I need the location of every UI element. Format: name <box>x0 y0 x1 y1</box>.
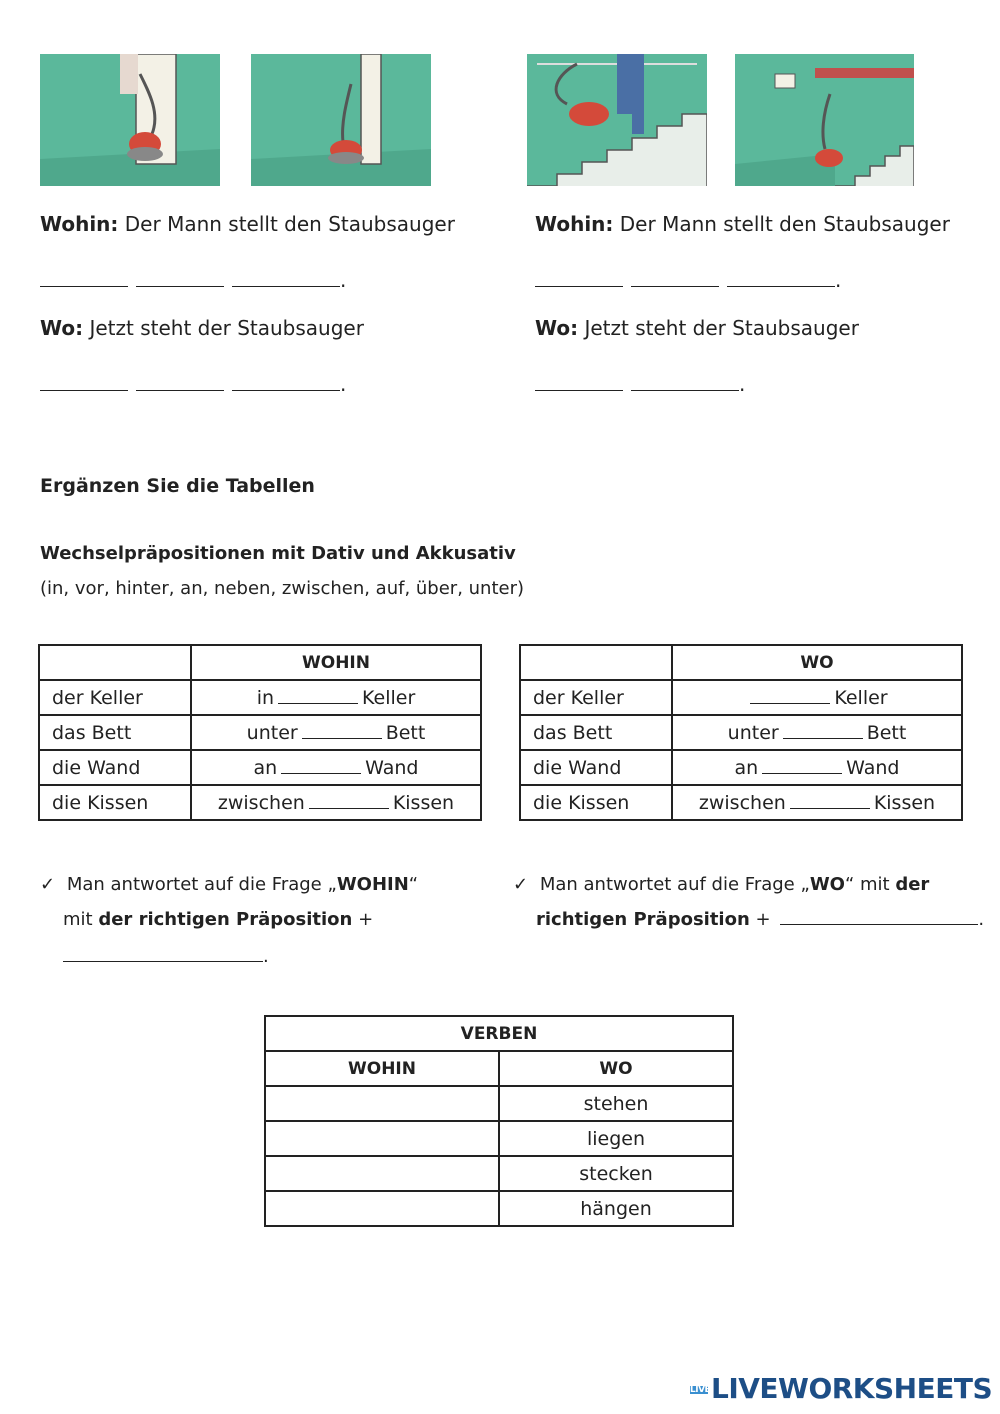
wo-label: Wo: <box>40 316 84 340</box>
table-row <box>265 1156 733 1191</box>
noun-cell: das Bett <box>39 715 191 750</box>
noun-cell: das Bett <box>520 715 672 750</box>
note-text: Man antwortet auf die Frage „ <box>539 874 810 895</box>
wohin-text: Der Mann stellt den Staubsauger <box>124 212 455 236</box>
period: . <box>835 268 842 292</box>
table-row <box>520 680 962 715</box>
note-text: + <box>749 909 771 930</box>
period: . <box>739 372 746 396</box>
note-text: + <box>352 909 374 930</box>
wo-header: WO <box>672 645 962 680</box>
empty-header-cell <box>39 645 191 680</box>
wo-text: Jetzt steht der Staubsauger <box>584 316 859 340</box>
table-row <box>520 715 962 750</box>
right-wohin-blanks[interactable] <box>535 268 841 292</box>
left-wohin-blanks[interactable] <box>40 268 346 292</box>
verb-title: VERBEN <box>265 1016 733 1051</box>
right-wohin-question <box>535 212 950 236</box>
answer-cell[interactable] <box>672 750 962 785</box>
right-wo-question <box>535 316 859 340</box>
table-row <box>520 785 962 820</box>
note-text: “ mit <box>844 874 896 895</box>
article-blank[interactable] <box>790 793 870 809</box>
note-text: “ <box>408 874 419 895</box>
table-header-row <box>520 645 962 680</box>
noun: Keller <box>362 686 416 709</box>
verb-cell: liegen <box>499 1121 733 1156</box>
preposition: an <box>734 756 759 779</box>
door-scene-1 <box>40 54 220 186</box>
article-blank[interactable] <box>762 758 842 774</box>
noun-cell: die Wand <box>39 750 191 785</box>
preposition: zwischen <box>698 791 786 814</box>
preposition: unter <box>727 721 779 744</box>
noun: Bett <box>385 721 426 744</box>
check-icon: ✓ <box>513 874 529 895</box>
note-bold: der <box>895 874 930 895</box>
wo-text: Jetzt steht der Staubsauger <box>89 316 364 340</box>
noun: Bett <box>866 721 907 744</box>
liveworksheets-logo <box>690 1372 992 1405</box>
wohin-label: Wohin: <box>40 212 119 236</box>
preposition-list: (in, vor, hinter, an, neben, zwischen, auf, über, unter) <box>40 578 525 599</box>
verb-cell: stecken <box>499 1156 733 1191</box>
table-row <box>265 1086 733 1121</box>
note-bold: WO <box>809 874 845 895</box>
empty-header-cell <box>520 645 672 680</box>
wohin-text: Der Mann stellt den Staubsauger <box>619 212 950 236</box>
period: . <box>978 909 985 930</box>
verb-table <box>264 1015 734 1227</box>
noun: Kissen <box>873 791 936 814</box>
table-row <box>39 715 481 750</box>
noun-cell: der Keller <box>520 680 672 715</box>
note-text: Man antwortet auf die Frage „ <box>66 874 337 895</box>
answer-cell[interactable] <box>672 785 962 820</box>
article-blank[interactable] <box>309 793 389 809</box>
left-note-line2 <box>63 907 373 933</box>
wohin-header: WOHIN <box>191 645 481 680</box>
door-scene-2 <box>251 54 431 186</box>
verb-cell: hängen <box>499 1191 733 1226</box>
wohin-label: Wohin: <box>535 212 614 236</box>
left-note-blank[interactable] <box>63 944 269 970</box>
answer-cell[interactable] <box>191 715 481 750</box>
man-vacuum-door-image <box>40 54 220 186</box>
basement-scene <box>735 54 914 186</box>
noun-cell: der Keller <box>39 680 191 715</box>
man-vacuum-stairs-image <box>527 54 707 186</box>
table-row <box>520 750 962 785</box>
brand-text: LIVEWORKSHEETS <box>711 1372 993 1405</box>
vacuum-basement-image <box>735 54 914 186</box>
verb-wo-header: WO <box>499 1051 733 1086</box>
table-row <box>39 750 481 785</box>
answer-cell[interactable] <box>191 750 481 785</box>
left-wo-question <box>40 316 364 340</box>
preposition: unter <box>246 721 298 744</box>
table-row <box>39 785 481 820</box>
period: . <box>340 372 347 396</box>
noun-cell: die Kissen <box>520 785 672 820</box>
wo-table <box>519 644 963 821</box>
note-text: mit <box>63 909 99 930</box>
answer-cell[interactable] <box>672 680 962 715</box>
noun: Keller <box>834 686 888 709</box>
noun: Kissen <box>392 791 455 814</box>
verb-wohin-header: WOHIN <box>265 1051 499 1086</box>
article-blank[interactable] <box>750 688 830 704</box>
verb-answer-cell[interactable] <box>265 1156 499 1191</box>
left-note <box>40 872 418 898</box>
article-blank[interactable] <box>783 723 863 739</box>
preposition: zwischen <box>217 791 305 814</box>
wohin-table <box>38 644 482 821</box>
note-bold: richtigen Präposition <box>536 909 750 930</box>
noun-cell: die Kissen <box>39 785 191 820</box>
preposition: an <box>253 756 278 779</box>
stairs-scene-1 <box>527 54 707 186</box>
verb-cell: stehen <box>499 1086 733 1121</box>
left-wohin-question <box>40 212 455 236</box>
preposition: in <box>256 686 275 709</box>
wo-label: Wo: <box>535 316 579 340</box>
verb-answer-cell[interactable] <box>265 1191 499 1226</box>
right-wo-blanks[interactable] <box>535 372 745 396</box>
article-blank[interactable] <box>302 723 382 739</box>
note-bold: der richtigen Präposition <box>98 909 353 930</box>
right-note-line2[interactable] <box>536 907 984 933</box>
noun-cell: die Wand <box>520 750 672 785</box>
right-note <box>513 872 929 898</box>
noun: Wand <box>365 756 419 779</box>
vacuum-at-door-image <box>251 54 431 186</box>
section-title: Ergänzen Sie die Tabellen <box>40 475 315 497</box>
verb-answer-cell[interactable] <box>265 1121 499 1156</box>
note-bold: WOHIN <box>336 874 409 895</box>
table-row <box>265 1191 733 1226</box>
table-row <box>265 1121 733 1156</box>
logo-side-text: LIVE <box>690 1385 711 1395</box>
subtitle: Wechselpräpositionen mit Dativ und Akkusativ <box>40 543 516 564</box>
verb-title-row <box>265 1016 733 1051</box>
verb-answer-cell[interactable] <box>265 1086 499 1121</box>
period: . <box>263 946 269 967</box>
answer-cell[interactable] <box>191 785 481 820</box>
left-wo-blanks[interactable] <box>40 372 346 396</box>
verb-header-row <box>265 1051 733 1086</box>
period: . <box>340 268 347 292</box>
check-icon: ✓ <box>40 874 56 895</box>
table-header-row <box>39 645 481 680</box>
answer-cell[interactable] <box>672 715 962 750</box>
noun: Wand <box>846 756 900 779</box>
article-blank[interactable] <box>278 688 358 704</box>
table-row <box>39 680 481 715</box>
article-blank[interactable] <box>281 758 361 774</box>
answer-cell[interactable] <box>191 680 481 715</box>
